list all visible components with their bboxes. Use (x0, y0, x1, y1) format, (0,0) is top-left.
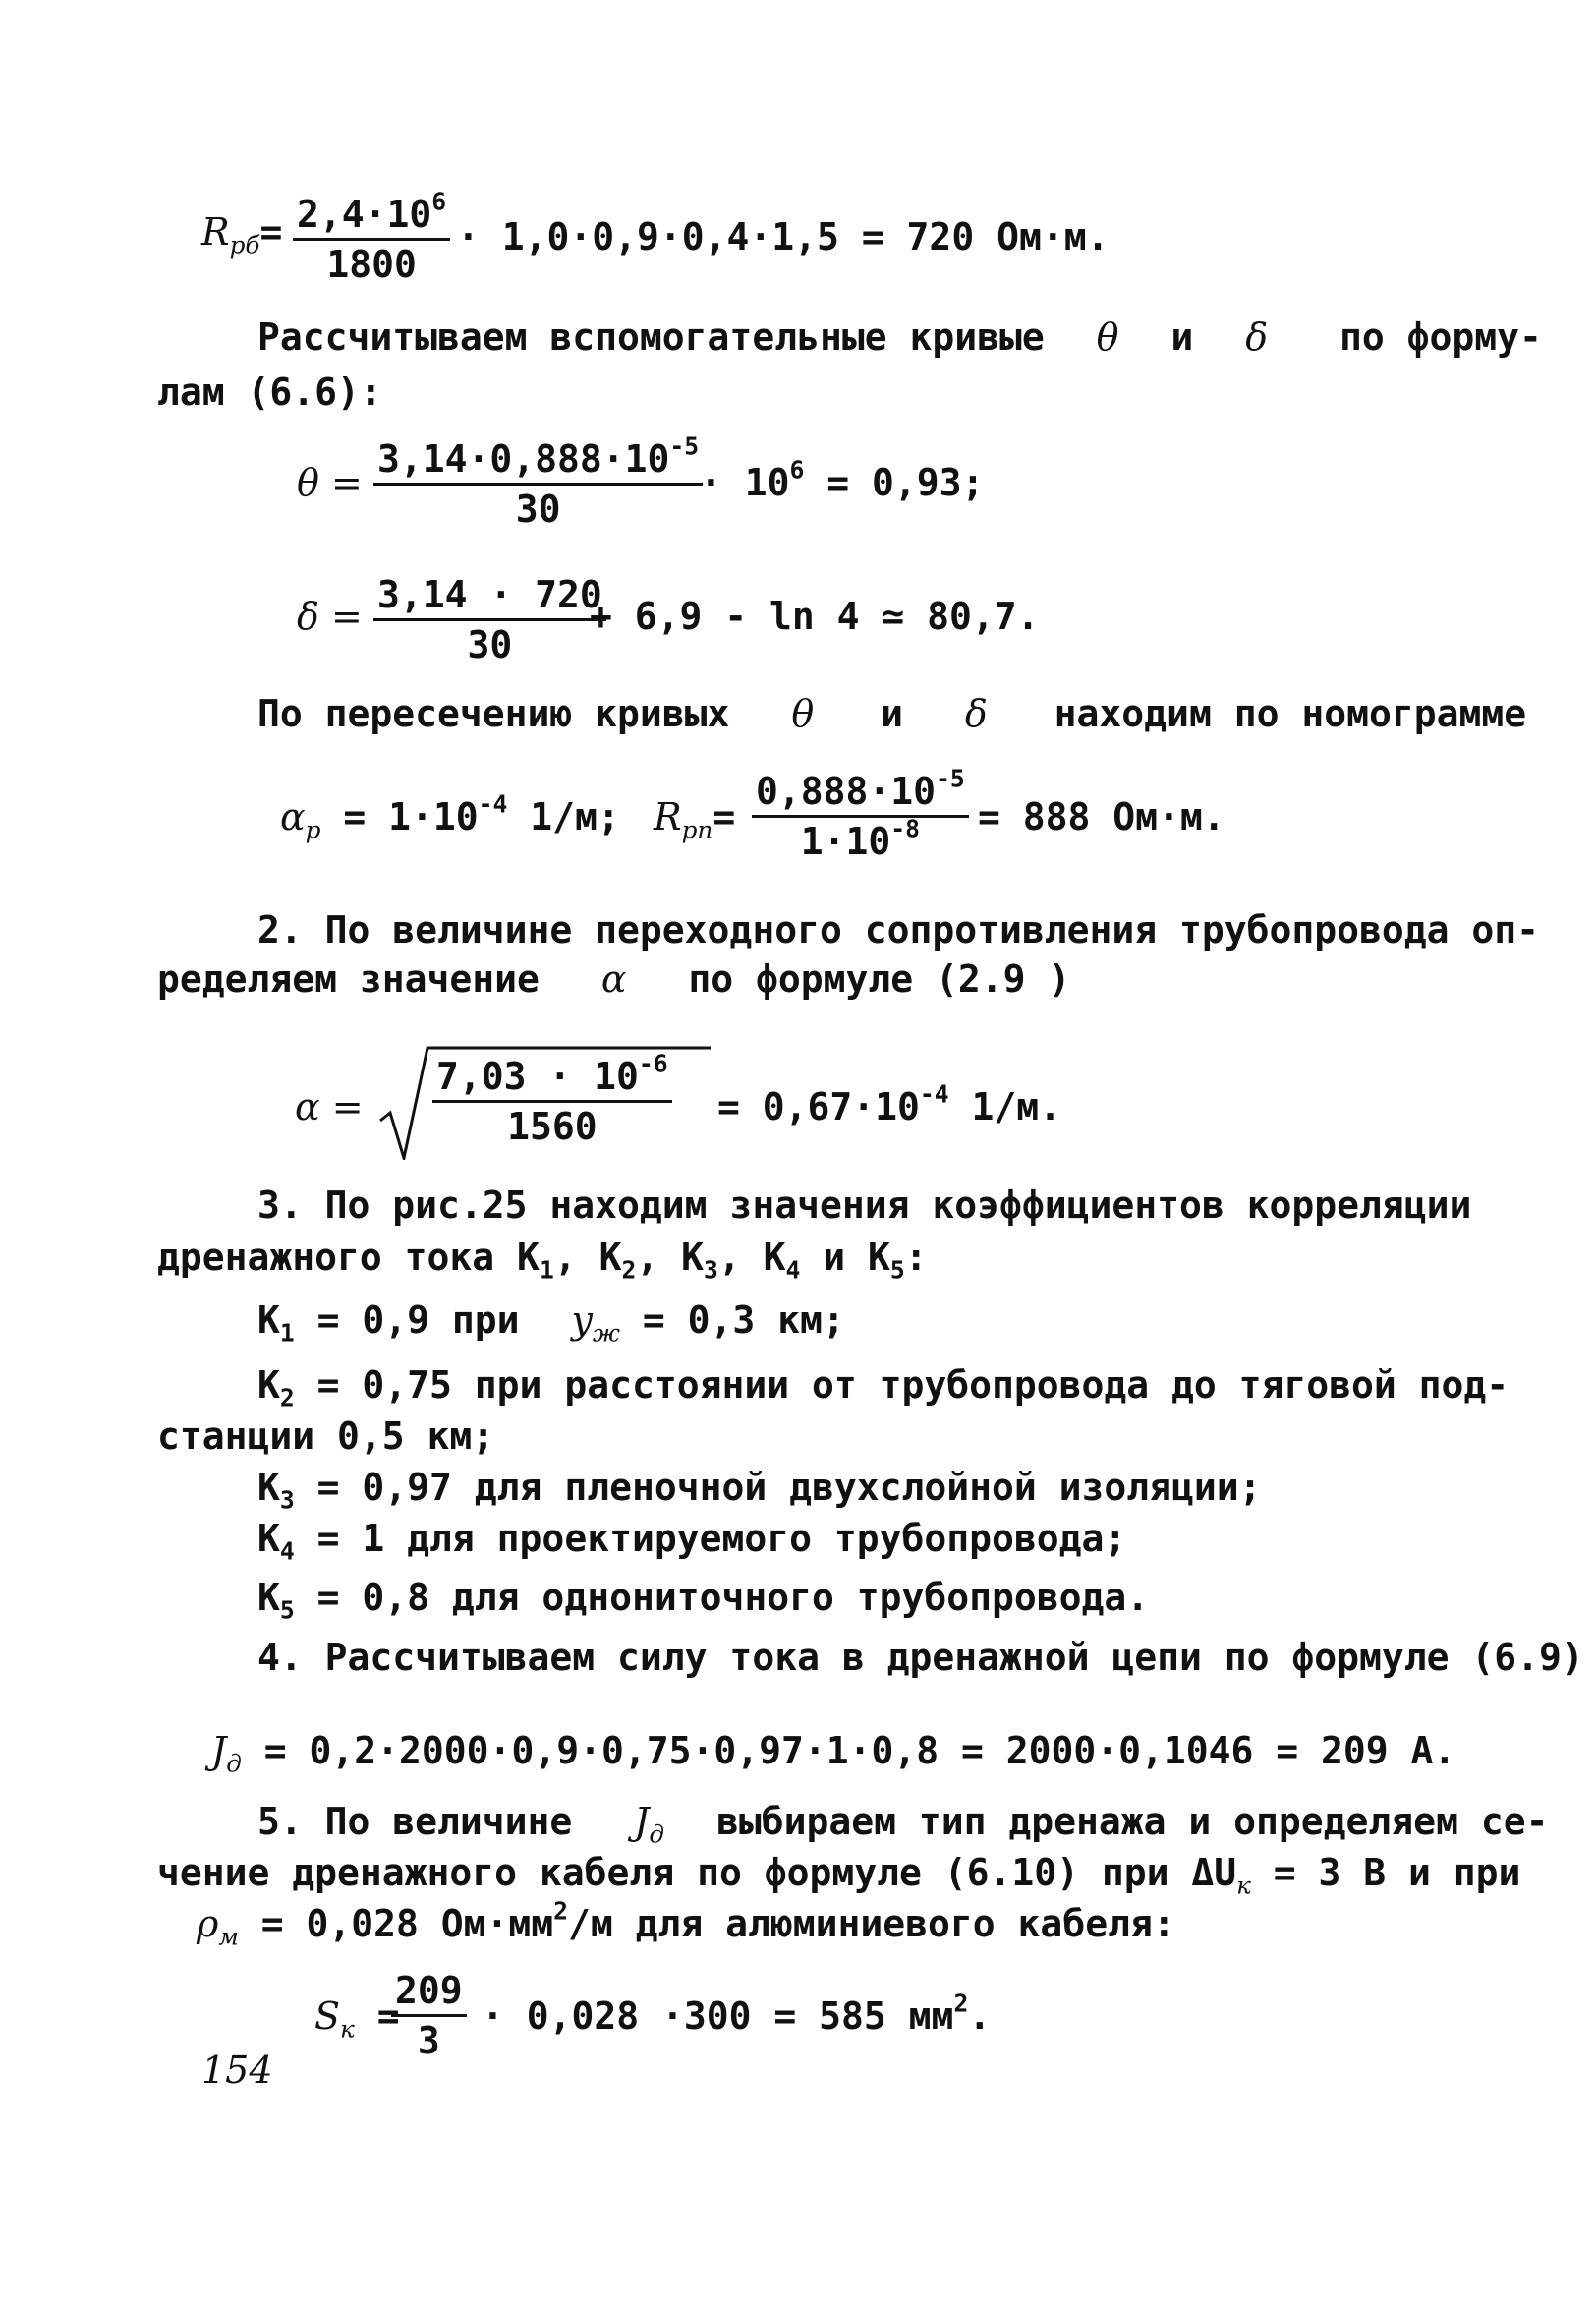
equation-r-rb-rest: · 1,0·0,9·0,4·1,5 = 720 Ом·м. (457, 215, 1110, 259)
equation-alpha-lhs: α = (295, 1085, 364, 1128)
equation-theta-fraction: $\frac{3,14\cdot 0,888\cdot 10^{-5}}{30}$ (373, 439, 703, 531)
k2-line1: $К_2 = 0,75$ при расстоянии от трубопровода до тяговой под- (257, 1363, 1510, 1413)
equation-theta-rest: · $10^6 = 0,93$; (700, 455, 985, 504)
equation-alpha-fraction: $\frac{7,03 \cdot 10^{-6}}{1560}$ (432, 1057, 672, 1148)
paragraph-intersection: По пересечению кривых θ и δ находим по номограмме (257, 692, 1527, 735)
k5-line: $К_5 = 0,8$ для однониточного трубопровода. (257, 1576, 1150, 1625)
item5-line1: 5. По величине $J_д$ выбираем тип дренажа и определяем се- (257, 1800, 1549, 1849)
item2-line2: ределяем значение α по формуле (2.9 ) (157, 957, 1071, 1001)
equation-theta-lhs: θ = (297, 461, 363, 504)
item3-line1: 3. По рис.25 находим значения коэффициентов корреляции (257, 1184, 1472, 1227)
equation-delta-rest: + 6,9 - ln 4 ≃ 80,7. (590, 595, 1040, 638)
item2-line1: 2. По величине переходного сопротивления трубопровода оп- (257, 908, 1540, 952)
equation-alpha-rest: = $0,67\cdot 10^{-4}$ 1/м. (717, 1079, 1062, 1128)
item5-line2: чение дренажного кабеля по формуле (6.10) при $\Delta U_к = 3$ В и при (157, 1851, 1521, 1900)
equation-delta-fraction: $\frac{3,14 \cdot 720}{30}$ (373, 575, 606, 666)
item4-line: 4. Рассчитываем силу тока в дренажной цепи по формуле (6.9) (257, 1636, 1584, 1679)
equation-delta-lhs: δ = (297, 595, 363, 638)
k3-line: $К_3 = 0,97$ для пленочной двухслойной изоляции; (257, 1466, 1262, 1515)
equation-r-rb-lhs: $R_{рб}=$ (201, 210, 283, 260)
equation-r-rb-fraction: $\frac{2,4\cdot 10^6}{1800}$ (293, 195, 450, 286)
item5-line3: $\rho_м = 0,028$ $Ом\cdot мм^2/м$ для алюминиевого кабеля: (197, 1896, 1175, 1951)
equation-r-rp-lhs: $R_{рп}=$ (654, 795, 736, 844)
k1-line: $К_1 = 0,9$ при $y_ж = 0,3$ км; (257, 1299, 845, 1348)
page-number: 154 (201, 2049, 273, 2092)
equation-section-fraction: $\frac{209}{3}$ (391, 1971, 467, 2062)
equation-current: $J_д = 0,2\cdot 2000\cdot 0,9\cdot 0,75\cdot 0,97\cdot 1\cdot 0,8 = 2000\cdot 0,1046 = 209$ А. (211, 1729, 1456, 1778)
item3-line2: дренажного тока $К_1$, $К_2$, $К_3$, $К_4$ и $К_5$: (157, 1236, 928, 1285)
equation-alpha-p: $\alpha_р = 1\cdot 10^{-4}$ 1/м; (280, 789, 620, 844)
equation-r-rp-rest: = 888 Ом·м. (978, 795, 1226, 838)
paragraph-curves-line1: Рассчитываем вспомогательные кривые θ и δ по форму- (257, 316, 1542, 359)
k2-line2: станции 0,5 км; (157, 1415, 495, 1458)
equation-section-lhs: $S_к$ = (314, 1994, 400, 2044)
k4-line: $К_4 = 1$ для проектируемого трубопровода; (257, 1517, 1127, 1566)
equation-r-rp-fraction: $\frac{0,888\cdot 10^{-5}}{1\cdot 10^{-8}}$ (752, 772, 969, 863)
equation-section-rest: · 0,028 ·300 = 585 $мм^2$. (482, 1989, 992, 2038)
paragraph-curves-line2: лам (6.6): (157, 371, 382, 414)
